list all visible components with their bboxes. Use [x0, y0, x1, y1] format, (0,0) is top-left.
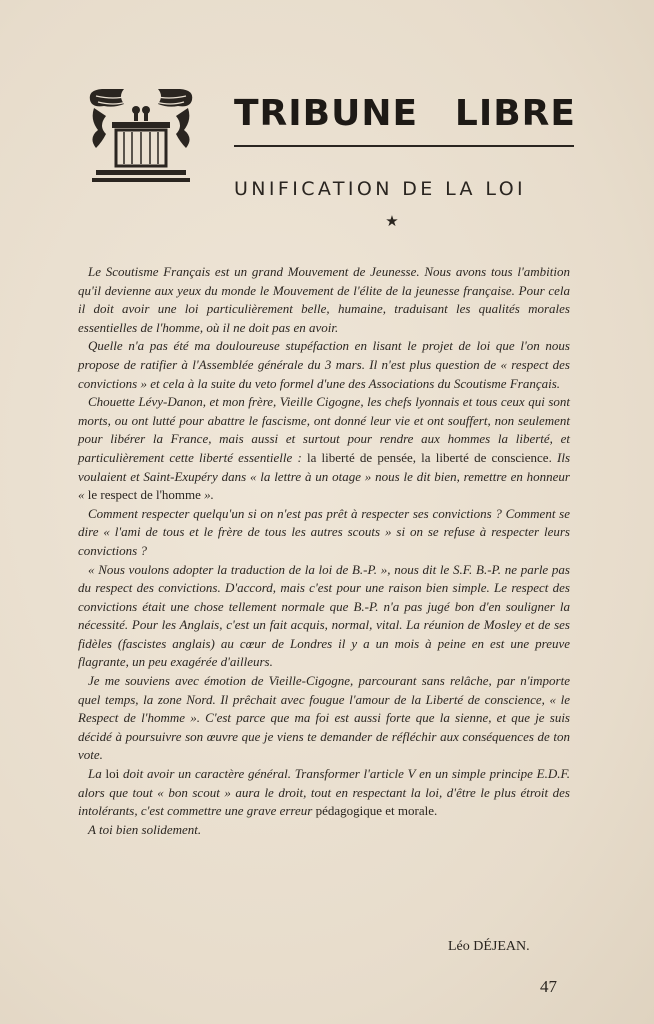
paragraph-2: Quelle n'a pas été ma douloureuse stupéfaction en lisant le projet de loi que l'on nous propose de ratifier à l'Assemblée générale du 3 mars. Il n'est plus question de « respect des convictions » et cela à la suite du veto formel d'une des Associations du Scoutisme Français. — [78, 338, 570, 391]
p3-part-a: Chouette Lévy-Danon, et mon frère, Vieille Cigogne, les chefs lyonnais et tous ceux qui sont morts, ou ont lutté pour abattre le fascisme, ont donné leur vie et ont souffert, non seulement pour libérer la France, mais aussi et surtout pour rendre aux hommes la liberté, et particulièrement cette liberté essentielle : — [78, 394, 570, 465]
title-underline — [234, 145, 574, 147]
p7-part-b: loi — [105, 766, 120, 782]
paragraph-8: A toi bien solidement. — [88, 821, 202, 837]
paragraph-6: Je me souviens avec émotion de Vieille-Cigogne, parcourant sans relâche, par n'importe quel temps, la zone Nord. Il prêchait avec fougue l'amour de la Liberté de conscience, « le Respect de l'homme ». C'est parce que ma foi est aussi forte que la sienne, et que je suis décidé à poursuivre son œuvre que je viens te demander de réfléchir aux conséquences de ton vote. — [78, 673, 570, 763]
tribune-podium-logo — [84, 86, 198, 186]
paragraph-5: « Nous voulons adopter la traduction de la loi de B.-P. », nous dit le S.F. B.-P. ne parle pas du respect des convictions. D'accord, mais c'est pour une raison bien simple. Le respect des convictions était une chose tellement normale que B.-P. n'a pas jugé bon d'en souligner la nécessité. Pour les Anglais, c'est un fait acquis, normal, vital. La réunion de Mosley et de ses fidèles (fascistes anglais) au cœur de Londres il y a un mois à peine en est une preuve flagrante, un peu exagérée d'ailleurs. — [78, 561, 570, 670]
section-title — [234, 93, 576, 134]
author-signature: Léo DÉJEAN. — [448, 939, 530, 954]
page-number: 47 — [540, 977, 557, 996]
article-body — [78, 263, 570, 839]
p3-part-d: le respect de l'homme — [87, 487, 201, 503]
paragraph-1: Le Scoutisme Français est un grand Mouvement de Jeunesse. Nous avons tous l'ambition qu'il devienne aux yeux du monde le Mouvement de l'élite de la jeunesse française. Pour cela il doit avoir une loi particulièrement belle, humaine, traduisant les qualités morales essentielles de l'homme, où il ne doit pas en avoir. — [78, 264, 570, 335]
title-word-libre: LIBRE — [454, 93, 576, 134]
p3-part-e: ». — [204, 487, 214, 503]
paragraph-4: Comment respecter quelqu'un si on n'est pas prêt à respecter ses convictions ? Comment se dire « l'ami de tous et le frère de tous les autres scouts » si on se refuse à respecter leurs convictions ? — [78, 505, 570, 558]
paragraph-7 — [78, 765, 570, 821]
article-subtitle: UNIFICATION DE LA LOI — [234, 178, 527, 200]
p3-part-c: Ils voulaient et Saint-Exupéry dans « la lettre à un otage » nous le dit bien, remettre en honneur « — [78, 449, 571, 503]
star-ornament: ★ — [385, 214, 399, 230]
p7-part-c: doit avoir un caractère général. Transformer l'article V en un simple principe E.D.F. alors que tout « bon scout » aura le droit, tout en respectant la loi, d'être le plus étroit des intolérants, c'est commettre une grave erreur — [78, 766, 571, 819]
p7-part-a: La — [88, 766, 102, 782]
title-word-tribune: TRIBUNE — [234, 93, 419, 134]
p3-part-b: la liberté de pensée, la liberté de conscience. — [307, 449, 552, 465]
paragraph-3 — [78, 393, 570, 505]
p7-part-d: pédagogique et morale. — [315, 803, 438, 819]
